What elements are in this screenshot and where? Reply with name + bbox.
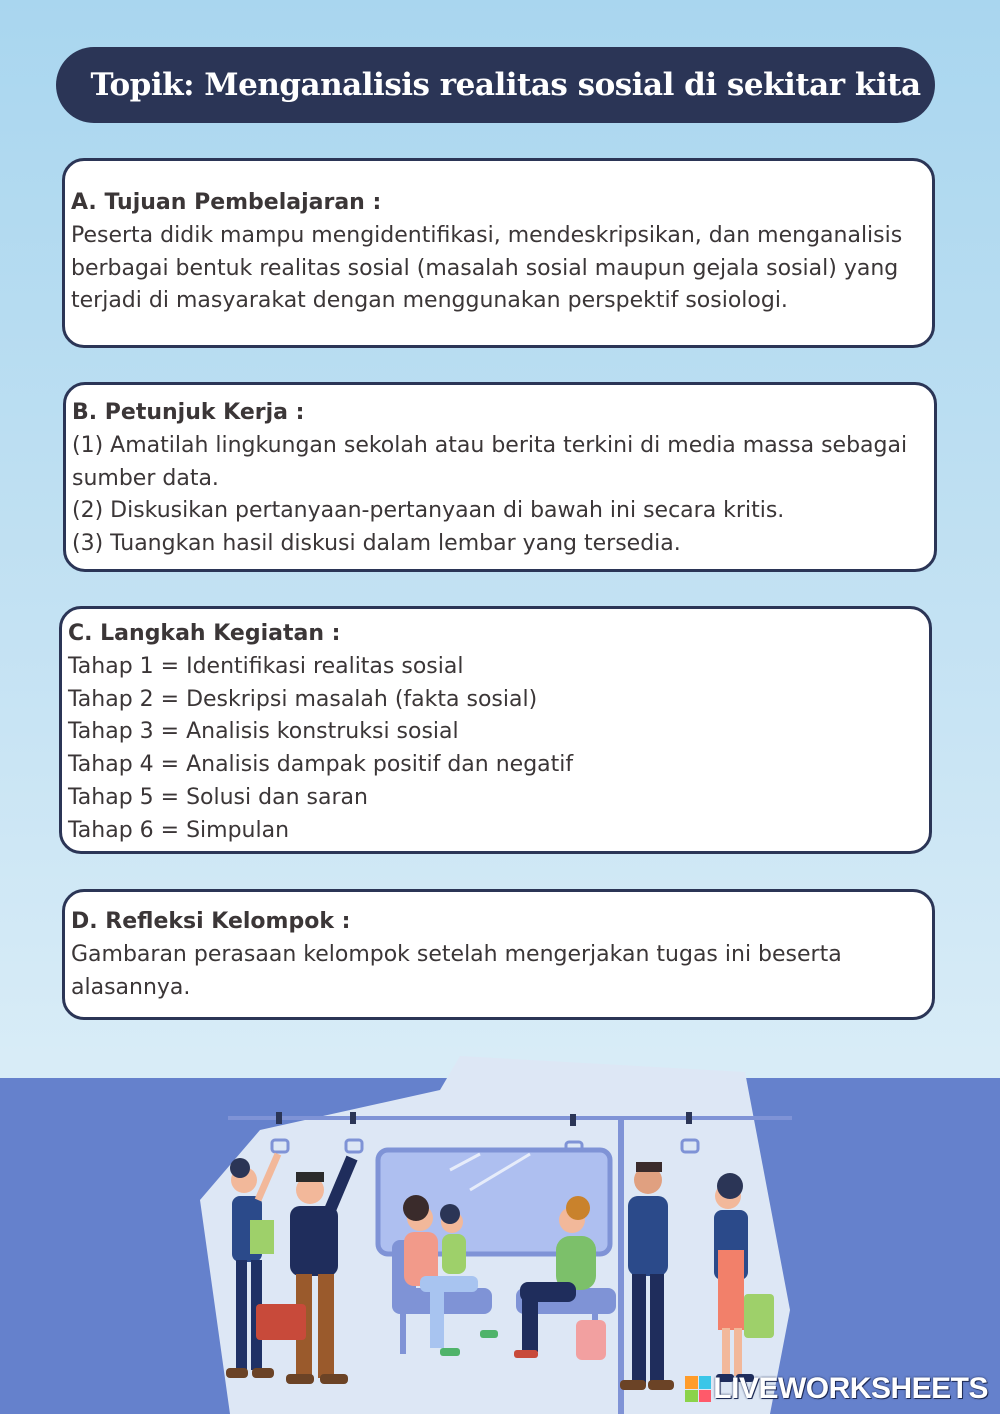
title-banner [56, 47, 935, 123]
section-b-line: (1) Amatilah lingkungan sekolah atau berita terkini di media massa sebagai [72, 432, 908, 458]
handrail-bar [228, 1116, 792, 1120]
section-c-heading: C. Langkah Kegiatan : [68, 621, 341, 646]
liveworksheets-logo-icon [685, 1376, 711, 1402]
watermark-text: LIVEWORKSHEETS [713, 1372, 988, 1405]
pole [618, 1116, 624, 1414]
section-b-line: (2) Diskusikan pertanyaan-pertanyaan di bawah ini secara kritis. [72, 498, 785, 524]
seat-leg [400, 1314, 406, 1354]
section-b-heading: B. Petunjuk Kerja : [72, 400, 305, 425]
section-b-line: sumber data. [72, 465, 219, 491]
section-a-line: Peserta didik mampu mengidentifikasi, mendeskripsikan, dan menganalisis [71, 222, 903, 248]
section-b-line: (3) Tuangkan hasil diskusi dalam lembar yang tersedia. [72, 531, 681, 557]
section-d-heading: D. Refleksi Kelompok : [71, 909, 351, 934]
section-d-line: alasannya. [71, 974, 191, 1000]
train-passengers-illustration [0, 1050, 1000, 1414]
card-refleksi-kelompok [62, 889, 935, 1020]
section-c-step: Tahap 4 = Analisis dampak positif dan negatif [68, 752, 574, 778]
section-c-step: Tahap 1 = Identifikasi realitas sosial [68, 653, 464, 679]
page-title: Topik: Menganalisis realitas sosial di sekitar kita [90, 67, 921, 103]
section-a-line: terjadi di masyarakat dengan menggunakan perspektif sosiologi. [71, 288, 788, 314]
section-a-line: berbagai bentuk realitas sosial (masalah sosial maupun gejala sosial) yang [71, 255, 899, 281]
section-a-heading: A. Tujuan Pembelajaran : [71, 190, 382, 215]
liveworksheets-watermark [685, 1372, 988, 1406]
section-c-step: Tahap 3 = Analisis konstruksi sosial [68, 719, 459, 745]
card-tujuan-pembelajaran [62, 158, 935, 348]
section-c-step: Tahap 5 = Solusi dan saran [68, 784, 368, 810]
section-c-step: Tahap 6 = Simpulan [68, 817, 290, 843]
card-petunjuk-kerja [63, 382, 937, 572]
section-c-step: Tahap 2 = Deskripsi masalah (fakta sosial) [68, 686, 538, 712]
card-langkah-kegiatan [59, 606, 932, 854]
section-d-line: Gambaran perasaan kelompok setelah mengerjakan tugas ini beserta [71, 941, 842, 967]
